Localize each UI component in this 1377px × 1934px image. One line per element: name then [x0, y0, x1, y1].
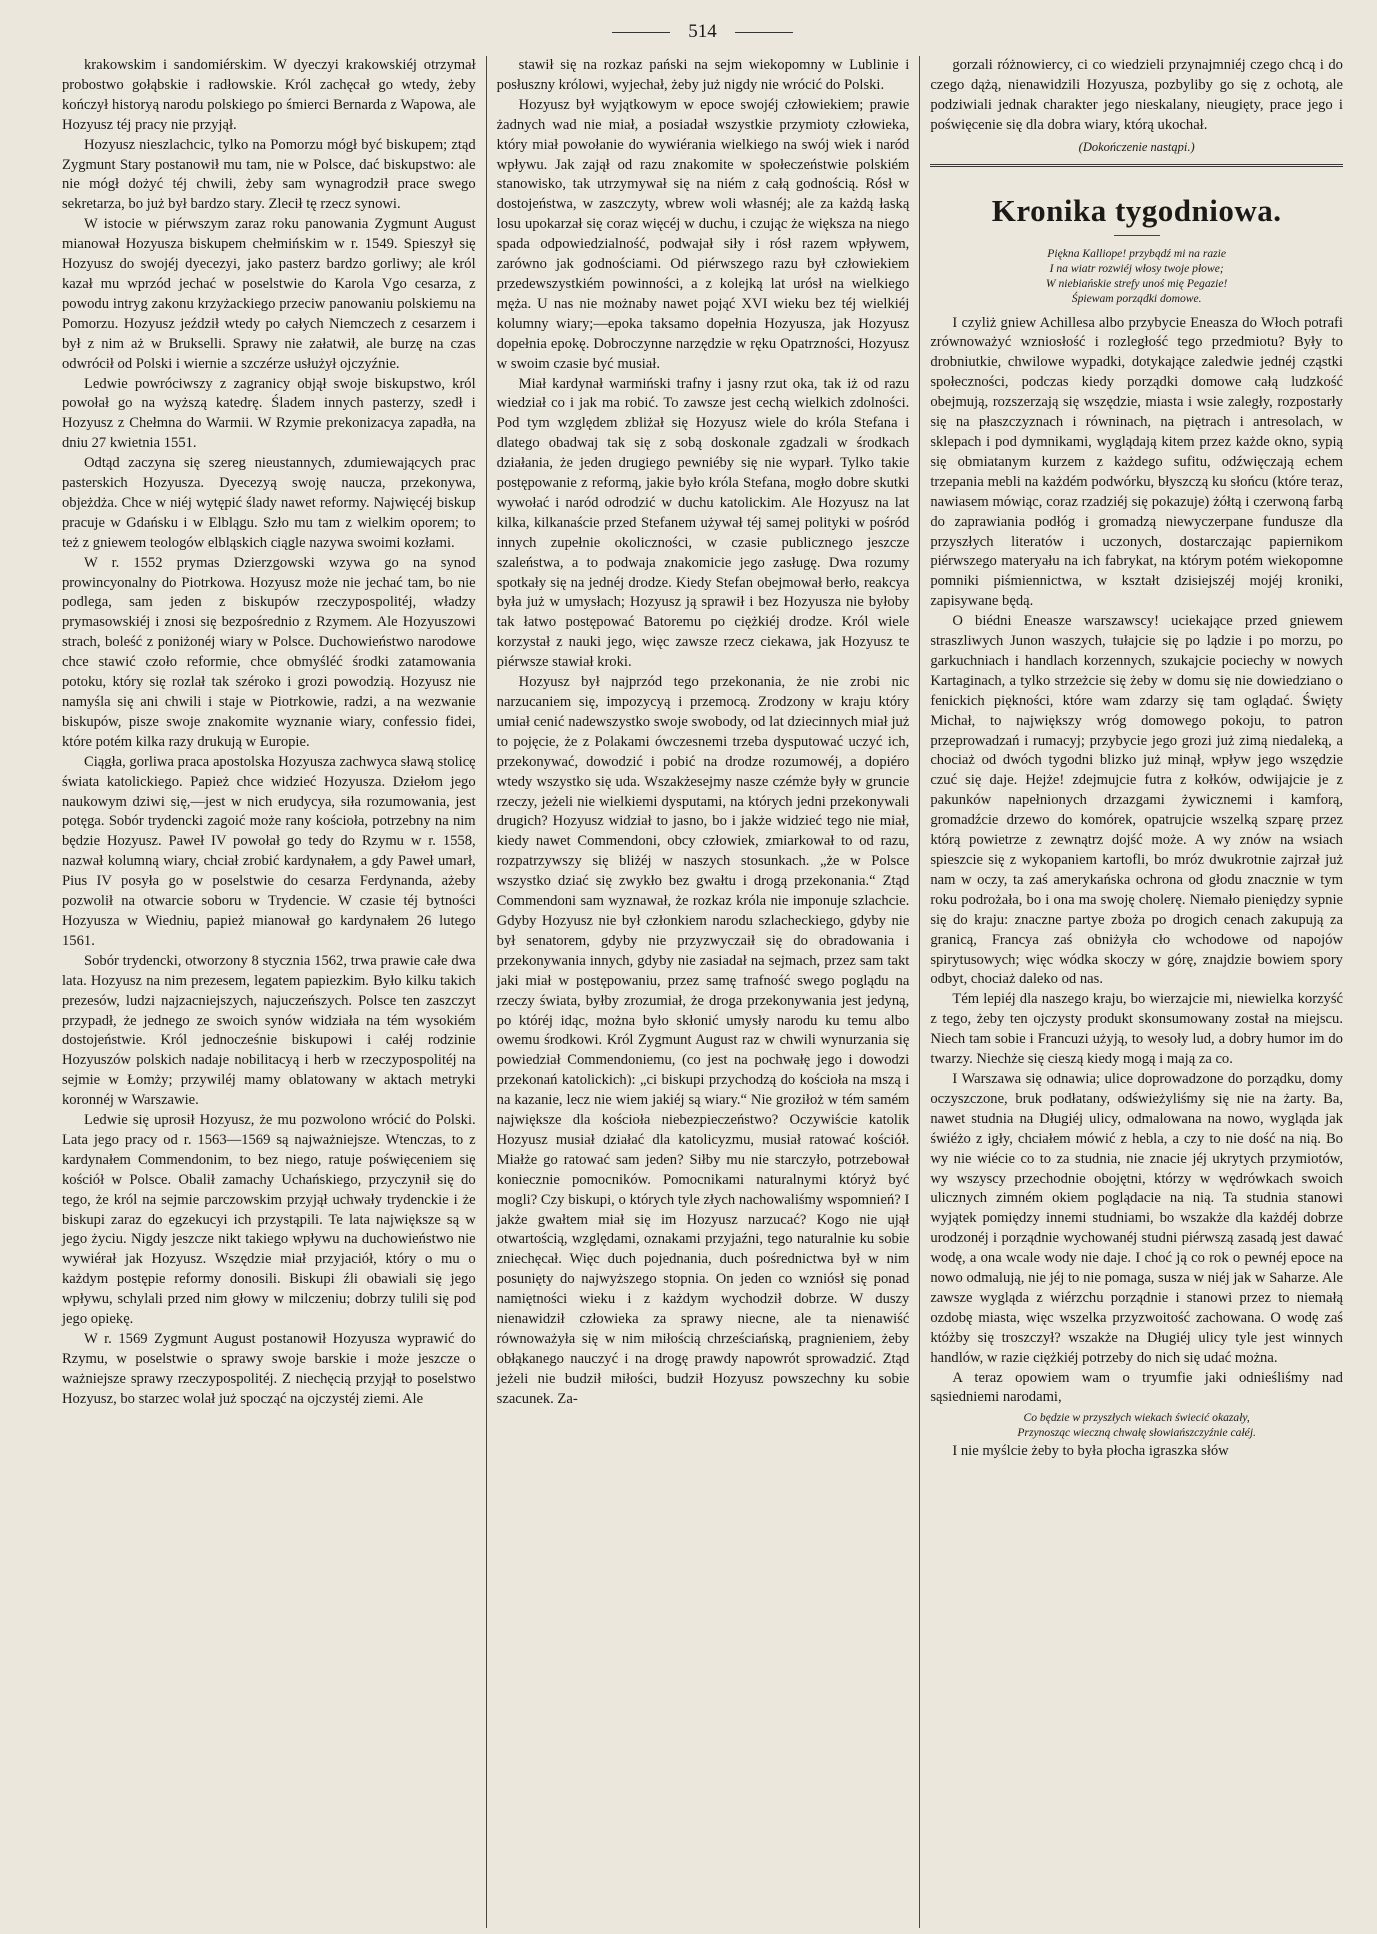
paragraph: Ledwie się uprosił Hozyusz, że mu pozwolono wrócić do Polski. Lata jego pracy od r. 1563—1569 są najważniejsze. Wtenczas, to z kardynałem Commendonim, to bez niego, ratuje poświęceniem się kościół w Polsce. Obalił zamachy Uchańskiego, przyczynił się do tego, że król na sejmie parczowskim przyjął uchwały trydenckie i że biskupi zaraz do egzekucyi ich przystąpili. Te lata największe są w jego życiu. Nigdy jeszcze nikt takiego wpływu na duchowieństwo nie wywiérał jak Hozyusz. Wszędzie miał przyjaciół, który o mu o każdym postępie reformy donosili. Biskupi źli obawiali się jego wpływu, schylali przed nim głowy w milczeniu; dobrzy tulili się pod jego opiekę. [62, 1112, 476, 1328]
paragraph: I czyliż gniew Achillesa albo przybycie Eneasza do Włoch potrafi zrównoważyć wzniosłość i rozległość tego przedmiotu? Były to drobniutkie, chwilowe wypadki, dotykające zaledwie jednéj cząstki społeczności, podczas kiedy porządki domowe całą ludzkość obejmują, rozszerzają się wszędzie, miasta i wsie zaległy, rozpostarły się na płaszczyznach i równinach, na piętrach i antresolach, w sklepach i pod dymnikami, wyglądają kitem przez każde okno, sypią się obmiatanym kurzem z każdego sufitu, odźwięczają echem trzepania mebli na każdém podwórku, błyszczą ku słońcu (które teraz, nawiasem mówiąc, coraz rzadziéj się pokazuje) żółtą i czerwoną farbą do zaprawiania podłóg i gromadzą niewyczerpane fundusze dla przyszłych literatów i uczonych, dostarczając papiernikom piérwszego materyału na ich fabrykat, na którym potém wiekopomne pomniki piśmiennictwa, w kształt dzisiejszéj mojéj kroniki, zapisywane będą. [930, 314, 1343, 610]
verse-line: W niebiańskie strefy unoś mię Pegazie! [1045, 276, 1228, 290]
paragraph: O biédni Eneasze warszawscy! uciekające przed gniewem straszliwych Junon waszych, tułajcie się po lądzie i po morzu, po garkuchniach i handlach korzennych, szukajcie pociechy w nowych Kartaginach, a tylko strzeżcie się żeby w domu się nie dowiedziano o fenickich piękności, które wam zdarzy się tam oglądać. Święty Michał, to największy wróg domowego pokoju, to patron przeprowadzań i rumacyj; przybycie jego grozi już zimą niedaleką, a chociaż od dwóch tygodni blizko już minął, wpływ jego wszędzie czuć się daje. Hejże! zdejmujcie futra z kołków, odwijajcie je z pakunków napełnionych drzazgami żywicznemi i kamforą, gromadźcie drzewo do komórek, opatrujcie wszelką szparę przez którą powietrze z zewnątrz dojść może. A wy znów na wsiach spieszcie się z wykopaniem kartofli, bo mróz dwukrotnie zajrzał już nam w oczy, ta zaś amerykańska ochrona od głodu znacznie w tym roku podrożała, bo i ona ma swoję cholerę. Niemało pieniędzy sypnie się do kraju: znaczne partye zboża po drogich cenach zakupują za granicą, Francya zaś obniżyła cło wchodowe od napojów spirytusowych; więc wódka skoczy w górę, znajdzie bowiem spory odbyt, chociaż daleko od nas. [930, 613, 1343, 988]
paragraph: W r. 1552 prymas Dzierzgowski wzywa go na synod prowincyonalny do Piotrkowa. Hozyusz może nie jechać tam, bo nie podlega, sam jeden z biskupów rzeczypospolitéj, władzy prymasowskiéj i znosi się bezpośrednio z Rzymem. Ale Hozyuszowi strach, boleść z poniżonéj wiary w Polsce. Duchowieństwo narodowe chce stawić czoło reformie, chce obmyśléć środki zatamowania potoku, który się rozlał tak széroko i grozi powodzią. Hozyusz nie namyśla się ani chwili i staje w Piotrkowie, radzi, a na wezwanie biskupów, pisze swoje znakomite wyznanie wiary, confessio fidei, które potém kilka razy drukują w Europie. [62, 554, 476, 750]
paragraph: I nie myślcie żeby to była płocha igraszka słów [952, 1443, 1229, 1460]
paragraph: Tém lepiéj dla naszego kraju, bo wierzajcie mi, niewielka korzyść z tego, żeby ten ojczysty produkt skonsumowany został na miejscu. Niech tam sobie i Francuzi użyją, to wesoły lud, a dobry humor im do twarzy. Niechże się cieszą kiedy mogą i mają za co. [930, 991, 1343, 1068]
paragraph: A teraz opowiem wam o tryumfie jaki odnieśliśmy nad sąsiedniemi narodami, [930, 1369, 1343, 1406]
verse-line: Śpiewam porządki domowe. [1071, 291, 1202, 305]
section-title: Kronika tygodniowa. [991, 192, 1282, 228]
paragraph: I Warszawa się odnawia; ulice doprowadzone do porządku, domy oczyszczone, bruk podłatany, odświeżyliśmy się nie na żarty. Ba, nawet studnia na Długiéj ulicy, odmalowana na nowo, wygląda jak świéżo z igły, chciałem mówić z hebla, a czy to nie dość na nią. Bo wy nie wiécie co to za studnia, nie znacie jéj ukrytych przymiotów, wy wszyscy przechodnie obojętni, którzy w wędrówkach swoich ulicznych zimném okiem poglądacie na nią. Ta studnia stanowi wyjątek pomiędzy innemi studniami, bo wszakże dla każdéj dobrze urodzonéj i porządnie wychowanéj studni piérwszą zasadą jest dawać wodę, a ona wcale wody nie daje. I choć ją co rok o pewnéj epoce na nowo odmalują, nie jéj to nie pomaga, susza w niéj jak w Saharze. Ale zawsze wygląda z wiérzchu porządnie i stanowi przez to niemałą ozdobę miasta, więc wszelka przyzwoitość zachowana. O wodę zaś któżby się troszczył? wszakże na Długiéj ulicy tyle jest winnych handlów, w razie ciężkiéj potrzeby do nich się udać można. [930, 1070, 1343, 1366]
paragraph: Ledwie powróciwszy z zagranicy objął swoje biskupstwo, król powołał go na wyższą katedrę. Śladem innych pasterzy, szedł i Hozyusz z Chełmna do Warmii. W Rzymie prekonizacya zapadła, na dniu 27 kwietnia 1551. [62, 375, 476, 452]
section-separator [930, 164, 1343, 167]
verse-line: Co będzie w przyszłych wiekach świecić okazały, [1023, 1411, 1250, 1425]
paragraph: Hozyusz nieszlachcic, tylko na Pomorzu mógł być biskupem; ztąd Zygmunt Stary postanowił mu tam, nie w Polsce, dać biskupstwo: ale nie mógł dożyć téj chwili, żeby sam wynagrodził prace swego sekretarza, bo już był bardzo stary. Zlecił tę rzecz synowi. [62, 136, 476, 213]
paragraph: stawił się na rozkaz pański na sejm wiekopomny w Lublinie i posłuszny królowi, wyjechał, żeby już nigdy nie wrócić do Polski. [496, 57, 910, 93]
page-number: 514 [688, 21, 717, 42]
epigraph-verse [930, 246, 1343, 306]
verse-line: Przynosząc wieczną chwałę słowiańszczyźnie całéj. [1017, 1426, 1256, 1440]
inline-verse [930, 1410, 1343, 1440]
column-2 [486, 56, 920, 1928]
header-rule-left [612, 32, 670, 33]
paragraph: Odtąd zaczyna się szereg nieustannych, zdumiewających prac pasterskich Hozyusza. Dyecezyą swoję naucza, przekonywa, objeżdża. Chce w niéj wytępić ślady nawet reformy. Najwięcéj biskup pracuje w Gdańsku i w Elblągu. Szło mu tam z wielkim oporem; to też z gniewem teologów elbląskich ciągle nazywa swoimi kozłami. [62, 455, 476, 551]
paragraph: Miał kardynał warmiński trafny i jasny rzut oka, tak iż od razu wiedział co i jak ma robić. To zawsze jest cechą wielkich zdolności. Pod tym względem zbliżał się Hozyusz wiele do króla Stefana i dlatego obadwaj tak się z sobą doskonale zgadzali w środkach działania, że jeden drugiego pewniéby się nie wyparł. Tylko takie postępowanie z reformą, jakie było króla Stefana, mogło dobre skutki wywołać i naród odrodzić w duchu katolickim. Ale Hozyusz na lat kilka, kilkanaście przed Stefanem używał téj samej polityki w pośród innych zupełnie okoliczności, w czasie publicznego jeszcze szaleństwa, a to podwaja znakomicie jego zasługę. Dwa rozumy spotkały się na jednéj drodze. Kiedy Stefan obejmował berło, reakcya była już w umysłach; Hozyusz ją sprawił i bez Hozyusza nie byłoby tak łatwo postępować Batoremu po ciężkiéj drodze. Król wiele korzystał z nauki jego, więc zawsze rzecz ciekawa, jak Hozyusz te piérwsze stawiał kroki. [496, 375, 910, 671]
continuation-note: (Dokończenie nastąpi.) [1078, 139, 1195, 154]
text-columns [52, 56, 1353, 1928]
paragraph: W r. 1569 Zygmunt August postanowił Hozyusza wyprawić do Rzymu, w poselstwie o sprawy swoje barskie i może jeszcze o ważniejsze sprawy rzeczypospolitéj. Z niechęcią przyjął to poselstwo Hozyusz, bo starzec wolał już spocząć na ojczystéj ziemi. Ale [62, 1331, 476, 1407]
paragraph: Hozyusz był wyjątkowym w epoce swojéj człowiekiem; prawie żadnych wad nie miał, a posiadał wszystkie przymioty człowieka, który miał powołanie do wywiérania wielkiego na swój wiek i naród wpływu. Jak zajął od razu znakomite w społeczeństwie polskiém stanowisko, tak utrzymywał się na niém z całą godnością. Rósł w dostojeństwa, w zaszczyty, wbrew woli własnéj; ale za każdą łaską losu upokarzał się coraz więcéj w duchu, i czując że większa na niego spada odpowiedzialność, podwajał siły i rósł razem wpływem, zarówno jak godnościami. Od piérwszego razu był człowiekiem przedewszystkiém powinności, a z kolejką lat urósł na wielkiego męża. U nas nie możnaby nawet pojąć XVI wieku bez téj wielkiéj kolumny wiary;—epoka taksamo dopełnia Hozyusza, jak Hozyusz dopełnia epokę. Dobroczynne narzędzie w ręku Opatrzności, Hozyusz w swoim czasie być musiał. [496, 96, 910, 372]
paragraph: Ciągła, gorliwa praca apostolska Hozyusza zachwyca sławą stolicę świata katolickiego. Papież chce widzieć Hozyusza. Dziełom jego naukowym dziwi się,—jest w nich erudycya, siła rozumowania, jest potęga. Sobór trydencki zagoić może rany kościoła, potrzebny na nim będzie Hozyusz. Paweł IV powołał go tedy do Rzymu w r. 1558, nazwał kolumną wiary, chciał zrobić kardynałem, a gdy Paweł umarł, Pius IV posyła go w poselstwie do cesarza Ferdynanda, ażeby pozwolił na otwarcie soboru w Trydencie. W czasie téj bytności Hozyusza w Wiedniu, papież mianował go kardynałem 26 lutego 1561. [62, 753, 476, 949]
paragraph: krakowskim i sandomiérskim. W dyeczyi krakowskiéj otrzymał probostwo gołąbskie i radłowskie. Król zachęcał go wtedy, żeby kończył historyą narodu polskiego po śmierci Bernarda z Wapowa, ale Hozyusz téj pracy nie przyjął. [62, 57, 476, 133]
page-header [52, 14, 1353, 50]
paragraph: W istocie w piérwszym zaraz roku panowania Zygmunt August mianował Hozyusza biskupem chełmińskim w r. 1549. Spieszył się Hozyusz do swojéj dyecezyi, jako pasterz bardzo gorliwy; ale król kazał mu wprzód jechać w poselstwie do Karola Vgo cesarza, z powodu intryg zakonu krzyżackiego przeciw panowaniu polskiemu na Pomorzu. Hozyusz jeździł wtedy po całych Niemczech z cesarzem i był z nim aż w Brukselli. Sprawy nie załatwił, ale burzę na czas odwrócił od Polski i wiernie a szczérze usłużył ojczyźnie. [62, 216, 476, 372]
paragraph: Hozyusz był najprzód tego przekonania, że nie zrobi nic narzucaniem się, impozycyą i przemocą. Zrodzony w kraju który umiał cenić nadewszystko swoje swobody, od lat dziecinnych miał już to pojęcie, że z Polakami ówczesnemi trzeba dysputować uczyć ich, przekonywać, dowodzić i pobić na drodze rozumowéj, a dopiéro wtedy wszystko się uda. Wszakżesejmy nasze czémże były w gruncie rzeczy, jeżeli nie wielkiemi dysputami, na których jedni przekonywali drugich? Hozyusz widział to jasno, bo i jakże widzieć tego nie miał, kiedy nawet Commendoni, obcy człowiek, zmiarkował to od razu, rozpatrzywszy się bliżéj w naszych stosunkach. „że w Polsce wszystko dziać się zwykło bez gwałtu i drogą przekonania.“ Ztąd Commendoni sam wyznawał, że rozkaz króla nie imponuje szlachcie. Gdyby Hozyusz nie był członkiem narodu szlacheckiego, gdyby nie był senatorem, gdyby nie przyzwyczaił się do obradowania i przekonywania innych, gdyby nie zasiadał na sejmach, przez sam takt jaki miał w postępowaniu, przez samę trafność swego poglądu na rzeczy świata, byłby zrozumiał, że droga przekonywania jest jedyną, po któréj idąc, można było skłonić umysły narodu ku temu albo owemu środkowi. Król Zygmunt August raz w chwili wynurzania się powiedział Commendoniemu, (co jest na pochwałę jego i dowodzi przekonań katolickich): „ci biskupi przychodzą do kościoła na mszą i na kazanie, lecz nie wiem jakiéj są wiary.“ Nie groziłoż w tém samém największe dla kościoła niebezpieczeństwo? Oczywiście katolik Hozyusz musiał działać dla katolicyzmu, musiał ratować kościół. Miałże go ratować sam jeden? Siłby mu nie starczyło, potrzebował koniecznie pomocników. Pomocnikami naturalnymi któryż być mogli? Czy biskupi, o których tyle złych nachowaliśmy wspomnień? I jakże gwałtem miał się im Hozyusz narzucać? Kogo nie ujął otwartością, względami, oznakami przyjaźni, tego naturalnie ku sobie zniechęcał. Więc duch pojednania, duch pośrednictwa był w nim posunięty do najwyższego stopnia. On jeden co wzniósł się ponad namiętności wieku i z każdym wychodził dobrze. W duszy nienawidził człowieka za sprawy niecne, ale ta nienawiść równoważyła się w nim miłością chrześciańską, pragnieniem, żeby obłąkanego nauczyć i na drogę prawdy napowrót sprowadzić. Ztąd jeżeli nie budził miłości, budził Hozyusz powszechny ku sobie szacunek. Za- [496, 674, 910, 1407]
verse-line: Piękna Kalliope! przybądź mi na razie [1047, 246, 1227, 260]
header-rule-right [735, 32, 793, 33]
column-1 [52, 56, 486, 1928]
paragraph: Sobór trydencki, otworzony 8 stycznia 1562, trwa prawie całe dwa lata. Hozyusz na nim prezesem, legatem papiezkim. Było kilku takich prezesów, ludzi najzacniejszych, najuczeńszych. Polsce ten zaszczyt przypadł, że jednego ze swoich synów widziała na tém wysokiém dostojeństwie. Król jednocześnie biskupowi i całéj rodzinie Hozyuszów polskich nadaje nobilitacyą i herb w rzeczypospolitéj na sejmie w Łomży; przywiléj mamy oblatowany w aktach metryki koronnéj w Warszawie. [62, 952, 476, 1109]
paragraph: gorzali różnowiercy, ci co wiedzieli przynajmniéj czego chcą i do czego dążą, nienawidzili Hozyusza, pozbyliby go się z ochotą, ale podziwiali jednak charakter jego nieskalany, nieugięty, prace jego i poświęcenie się dla dobra wiary, którą ukochał. [930, 57, 1343, 133]
verse-line: I na wiatr rozwiéj włosy twoje płowe; [1049, 261, 1224, 275]
title-rule [1114, 235, 1160, 236]
column-3 [919, 56, 1353, 1928]
